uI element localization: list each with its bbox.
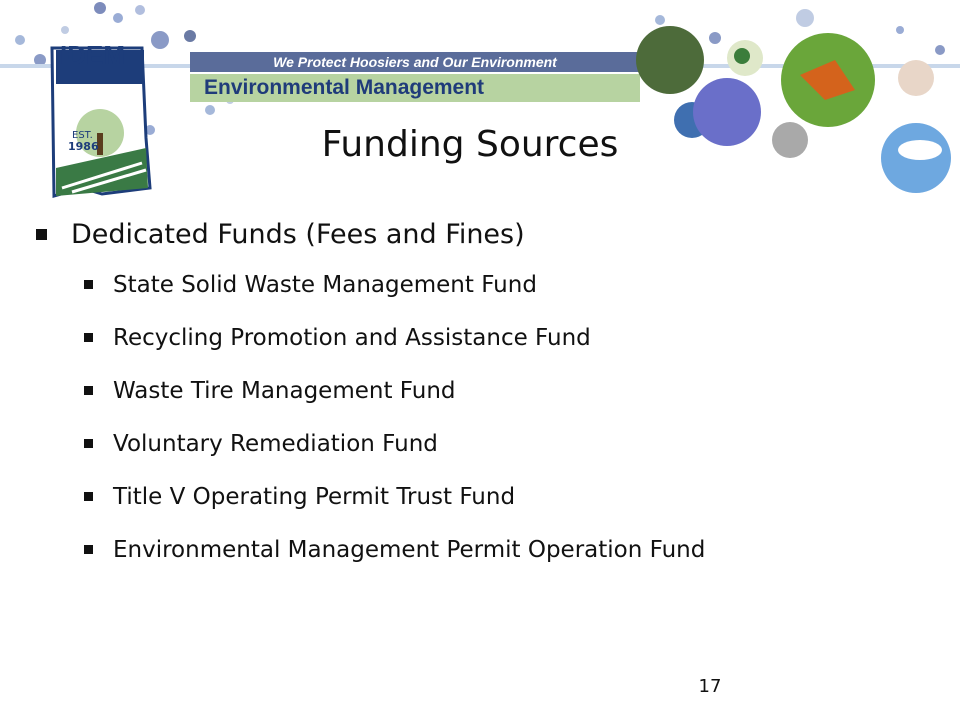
nature-photo-circles [630,0,960,200]
list-item-text: Voluntary Remediation Fund [113,430,438,457]
list-item [36,470,936,523]
list-item-text: Environmental Management Permit Operation Fund [113,536,706,563]
square-bullet-icon [84,280,93,289]
logo-text: IDEM [60,40,125,70]
bullet-text: Dedicated Funds (Fees and Fines) [71,218,525,250]
bullet-level1 [36,210,936,258]
square-bullet-icon [36,229,47,240]
tagline-banner: We Protect Hoosiers and Our Environment [190,52,640,72]
agency-banner: Environmental Management [190,74,640,102]
list-item [36,523,936,576]
square-bullet-icon [84,492,93,501]
header-banner [0,0,960,200]
square-bullet-icon [84,439,93,448]
svg-text:1986: 1986 [68,140,99,153]
list-item [36,258,936,311]
square-bullet-icon [84,386,93,395]
list-item [36,364,936,417]
page-number: 17 [698,676,722,697]
list-item-text: State Solid Waste Management Fund [113,271,537,298]
list-item [36,417,936,470]
list-item-text: Title V Operating Permit Trust Fund [113,483,516,510]
slide-title: Funding Sources [321,124,619,165]
list-item-text: Waste Tire Management Fund [113,377,456,404]
svg-text:EST.: EST. [72,130,93,141]
square-bullet-icon [84,333,93,342]
list-item-text: Recycling Promotion and Assistance Fund [113,324,591,351]
bullet-list [36,210,936,576]
square-bullet-icon [84,545,93,554]
list-item [36,311,936,364]
